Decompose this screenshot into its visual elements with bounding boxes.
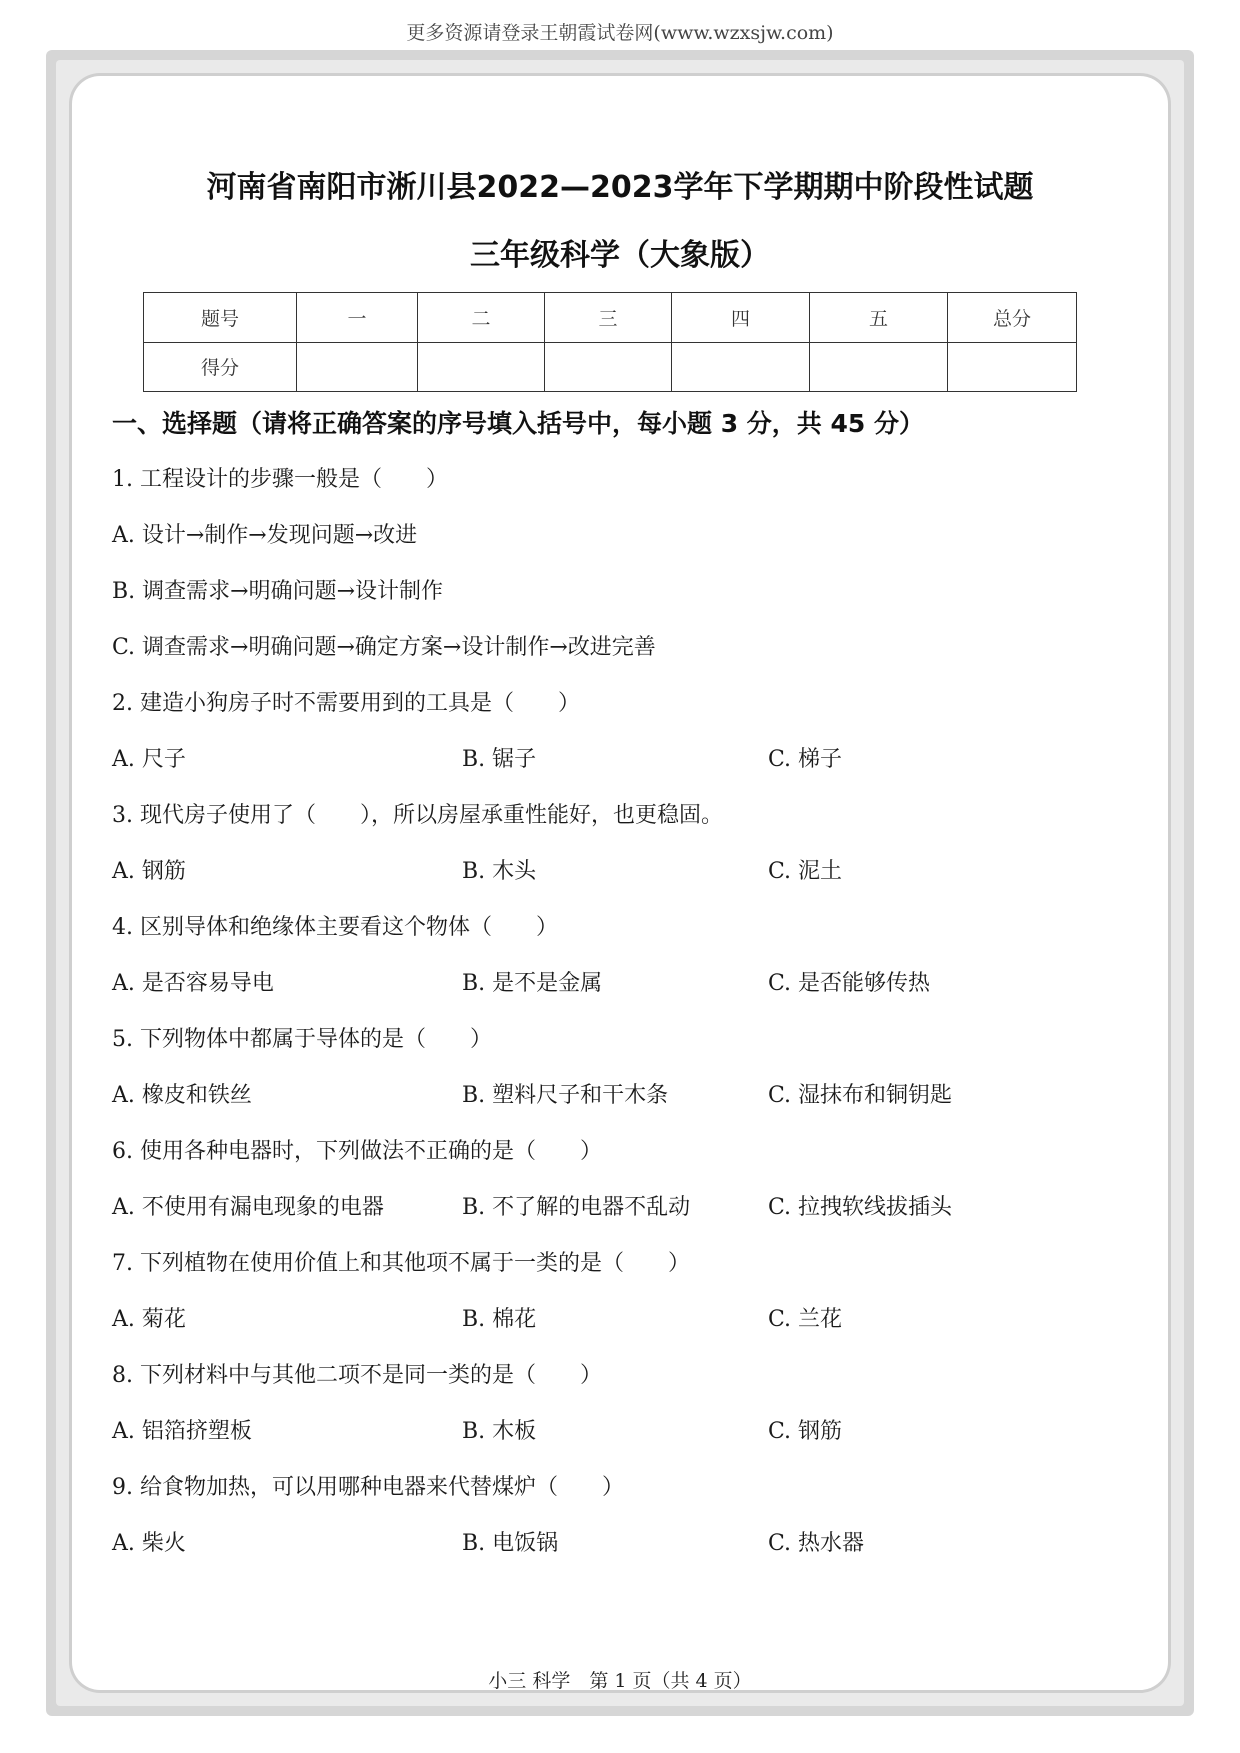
score-row-label: 得分 [144, 342, 297, 392]
question-5: 5. 下列物体中都属于导体的是（ ） [112, 1027, 492, 1052]
question-7: 7. 下列植物在使用价值上和其他项不属于一类的是（ ） [112, 1251, 690, 1276]
score-header-cell: 五 [810, 293, 948, 343]
score-table [143, 292, 1077, 392]
header-note: 更多资源请登录王朝霞试卷网(www.wzxsjw.com) [406, 22, 834, 44]
question-5-option-c: C. 湿抹布和铜钥匙 [768, 1083, 953, 1108]
exam-title: 河南省南阳市淅川县2022—2023学年下学期期中阶段性试题 [206, 170, 1034, 205]
question-5-option-a: A. 橡皮和铁丝 [112, 1083, 252, 1108]
score-cell[interactable] [418, 342, 545, 392]
score-cell[interactable] [297, 342, 418, 392]
question-6-option-c: C. 拉拽软线拔插头 [768, 1195, 953, 1220]
question-4-option-b: B. 是不是金属 [462, 971, 603, 996]
question-6-option-b: B. 不了解的电器不乱动 [462, 1195, 691, 1220]
question-8-option-a: A. 铝箔挤塑板 [112, 1419, 252, 1444]
question-1-option-a: A. 设计→制作→发现问题→改进 [112, 523, 418, 548]
question-2-option-a: A. 尺子 [112, 747, 186, 772]
question-5-option-b: B. 塑料尺子和干木条 [462, 1083, 669, 1108]
score-table-header-row [144, 293, 1077, 343]
question-2-option-b: B. 锯子 [462, 747, 537, 772]
score-cell[interactable] [810, 342, 948, 392]
question-3: 3. 现代房子使用了（ ），所以房屋承重性能好，也更稳固。 [112, 803, 723, 828]
question-9-option-a: A. 柴火 [112, 1531, 186, 1556]
question-2-option-c: C. 梯子 [768, 747, 843, 772]
question-1-option-b: B. 调查需求→明确问题→设计制作 [112, 579, 444, 604]
question-3-option-a: A. 钢筋 [112, 859, 186, 884]
question-2: 2. 建造小狗房子时不需要用到的工具是（ ） [112, 691, 580, 716]
page-footer: 小三 科学 第 1 页（共 4 页） [488, 1670, 752, 1692]
question-9-option-c: C. 热水器 [768, 1531, 865, 1556]
question-6: 6. 使用各种电器时，下列做法不正确的是（ ） [112, 1139, 602, 1164]
score-header-cell: 题号 [144, 293, 297, 343]
exam-subtitle: 三年级科学（大象版） [470, 238, 770, 273]
question-4-option-c: C. 是否能够传热 [768, 971, 931, 996]
question-1-option-c: C. 调查需求→明确问题→确定方案→设计制作→改进完善 [112, 635, 656, 660]
question-3-option-b: B. 木头 [462, 859, 537, 884]
score-table-score-row [144, 342, 1077, 392]
question-8-option-b: B. 木板 [462, 1419, 537, 1444]
question-7-option-a: A. 菊花 [112, 1307, 186, 1332]
question-8: 8. 下列材料中与其他二项不是同一类的是（ ） [112, 1363, 602, 1388]
score-header-cell: 二 [418, 293, 545, 343]
section-1-title: 一、选择题（请将正确答案的序号填入括号中，每小题 3 分，共 45 分） [112, 409, 925, 438]
question-7-option-c: C. 兰花 [768, 1307, 843, 1332]
score-cell[interactable] [948, 342, 1077, 392]
question-8-option-c: C. 钢筋 [768, 1419, 843, 1444]
question-4: 4. 区别导体和绝缘体主要看这个物体（ ） [112, 915, 558, 940]
score-cell[interactable] [672, 342, 810, 392]
question-1: 1. 工程设计的步骤一般是（ ） [112, 467, 448, 492]
question-4-option-a: A. 是否容易导电 [112, 971, 274, 996]
score-header-cell: 总分 [948, 293, 1077, 343]
question-6-option-a: A. 不使用有漏电现象的电器 [112, 1195, 384, 1220]
question-9: 9. 给食物加热，可以用哪种电器来代替煤炉（ ） [112, 1475, 624, 1500]
score-header-cell: 一 [297, 293, 418, 343]
question-3-option-c: C. 泥土 [768, 859, 843, 884]
question-9-option-b: B. 电饭锅 [462, 1531, 559, 1556]
score-header-cell: 三 [545, 293, 672, 343]
score-cell[interactable] [545, 342, 672, 392]
question-7-option-b: B. 棉花 [462, 1307, 537, 1332]
score-header-cell: 四 [672, 293, 810, 343]
